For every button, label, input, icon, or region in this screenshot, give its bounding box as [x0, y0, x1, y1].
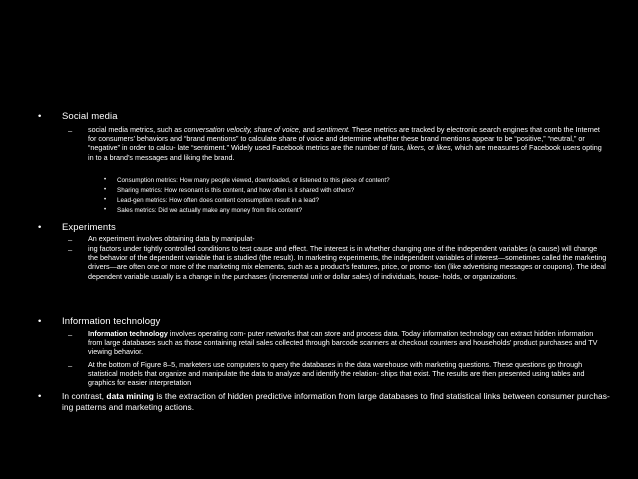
experiments-item-1: An experiment involves obtaining data by manipulat-	[88, 234, 255, 243]
dash-it-1: –	[68, 330, 73, 339]
dash-experiments-1: –	[68, 235, 73, 244]
sub-item-lead-gen-metrics: Lead-gen metrics: How often does content consumption result in a lead?	[117, 197, 319, 204]
sub-item-sharing-metrics: Sharing metrics: How resonant is this content, and how often is it shared with others?	[117, 187, 355, 194]
experiments-item-2: ing factors under tightly controlled conditions to test cause and effect. The interest is in whether changing one of the independent variables (a cause) will change the behavior of the dependent variable that is studied (the result). In marketing experiments, the independent variables of interest—sometimes called the marketing drivers—are often one or more of the marketing mix elements, such as a product’s features, price, or promo- tion (like advertising messages or coupons). The ideal dependent variable usually is a change in the purchases (incremental unit or dollar sales) of individuals, house- holds, or organizations.	[88, 244, 607, 281]
sub-item-sales-metrics: Sales metrics: Did we actually make any money from this content?	[117, 207, 303, 214]
sub-bullet-1: •	[104, 177, 107, 183]
dash-social-media-1: –	[68, 126, 73, 135]
it-item-1: Information technology involves operating com- puter networks that can store and process data. Today information technology can extract hidden information from large databases such as those containing retail sales collected through barcode scanners at checkout counters and households’ product purchases and TV viewing behavior.	[88, 329, 598, 357]
bullet-data-mining: •	[38, 391, 42, 402]
dash-it-2: –	[68, 361, 73, 370]
sub-item-consumption-metrics: Consumption metrics: How many people viewed, downloaded, or listened to this piece of content?	[117, 177, 390, 184]
bullet-information-technology: •	[38, 316, 42, 327]
it-item-2: At the bottom of Figure 8–5, marketers use computers to query the databases in the data warehouse with marketing questions. These questions go through statistical models that organize and manipulate the data to analyze and identify the relation- ships that exist. The results are then presented using tables and graphics for easier interpretation	[88, 360, 585, 388]
sub-bullet-2: •	[104, 187, 107, 193]
data-mining-statement: In contrast, data mining is the extraction of hidden predictive information from large databases to find statistical links between consumer purchas- ing patterns and marketing actions.	[62, 391, 610, 412]
bullet-social-media: •	[38, 111, 42, 122]
social-media-paragraph: social media metrics, such as conversation velocity, share of voice, and sentiment. These metrics are tracked by electronic search engines that comb the Internet for consumers’ behaviors and “brand mentions” to calculate share of voice and determine whether these brand mentions appear to be “positive,” “neutral,” or “negative” in order to calcu- late “sentiment.” Widely used Facebook metrics are the number of fans, likers, or likes, which are measures of Facebook users opting in to a brand’s messages and liking the brand.	[88, 125, 602, 162]
dash-experiments-2: –	[68, 245, 73, 254]
bullet-experiments: •	[38, 222, 42, 233]
sub-bullet-4: •	[104, 207, 107, 213]
heading-experiments: Experiments	[62, 222, 116, 233]
heading-social-media: Social media	[62, 111, 118, 122]
sub-bullet-3: •	[104, 197, 107, 203]
heading-information-technology: Information technology	[62, 316, 161, 327]
